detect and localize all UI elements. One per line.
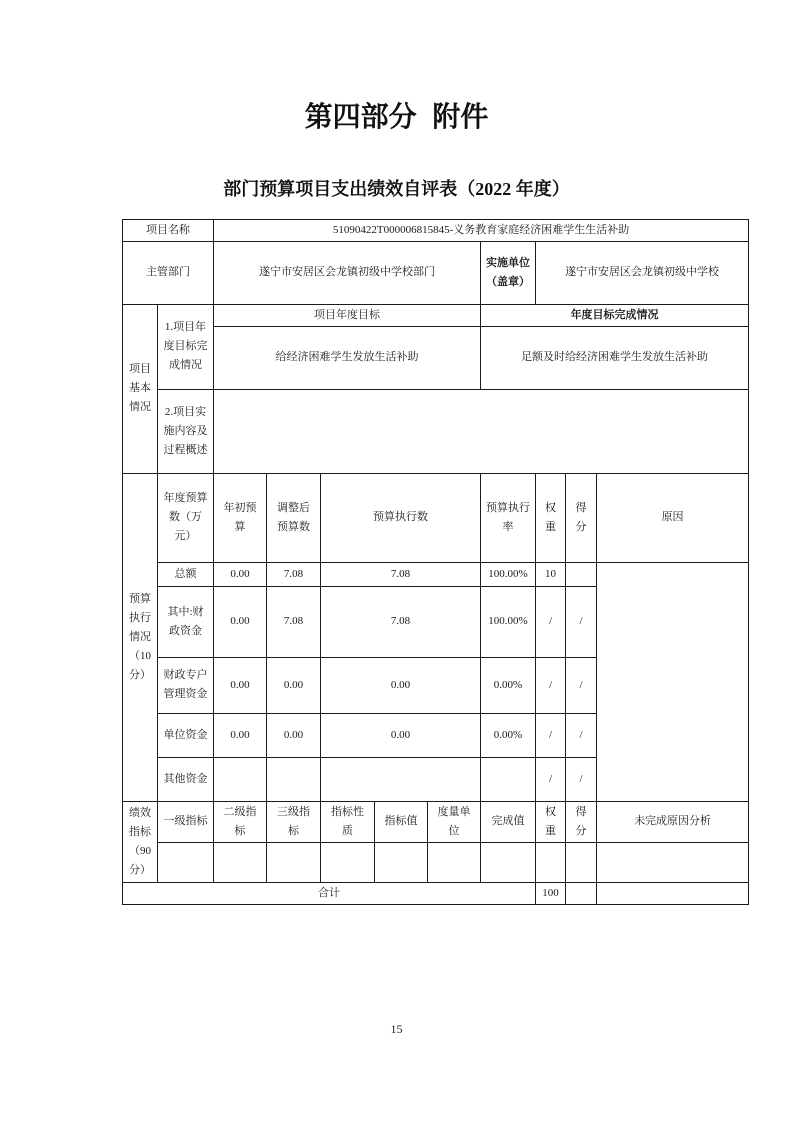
- perf-header-nature: 指标性质: [321, 801, 375, 842]
- perf-header-level3: 三级指标: [267, 801, 321, 842]
- budget-cell-rate: [481, 757, 536, 801]
- budget-cell-adjusted: 7.08: [267, 562, 321, 586]
- perf-empty-cell: [428, 842, 481, 882]
- budget-cell-executed: [321, 757, 481, 801]
- dept-value: 遂宁市安居区会龙镇初级中学校部门: [214, 241, 481, 304]
- budget-cell-score: /: [566, 757, 597, 801]
- perf-empty-cell: [375, 842, 428, 882]
- annual-goal-header: 项目年度目标: [214, 304, 481, 326]
- goal-completion-header: 年度目标完成情况: [481, 304, 749, 326]
- budget-cell-initial: 0.00: [214, 586, 267, 657]
- budget-cell-rate: 0.00%: [481, 713, 536, 757]
- budget-cell-score: /: [566, 586, 597, 657]
- budget-row-label: 总额: [158, 562, 214, 586]
- budget-cell-adjusted: 0.00: [267, 713, 321, 757]
- budget-row-label: 其中:财政资金: [158, 586, 214, 657]
- budget-cell-weight: /: [536, 757, 566, 801]
- budget-header-initial: 年初预算: [214, 473, 267, 562]
- budget-cell-adjusted: 0.00: [267, 657, 321, 713]
- budget-cell-rate: 100.00%: [481, 562, 536, 586]
- budget-header-annual: 年度预算数（万元）: [158, 473, 214, 562]
- perf-empty-cell: [536, 842, 566, 882]
- budget-cell-adjusted: 7.08: [267, 586, 321, 657]
- budget-cell-executed: 0.00: [321, 657, 481, 713]
- budget-cell-executed: 7.08: [321, 562, 481, 586]
- budget-cell-initial: 0.00: [214, 657, 267, 713]
- budget-header-adjusted: 调整后预算数: [267, 473, 321, 562]
- annual-goal-value: 给经济困难学生发放生活补助: [214, 326, 481, 389]
- budget-header-weight: 权重: [536, 473, 566, 562]
- budget-header-executed: 预算执行数: [321, 473, 481, 562]
- impl-unit-label: 实施单位（盖章）: [481, 241, 536, 304]
- perf-empty-cell: [566, 842, 597, 882]
- page-number: 15: [390, 1022, 403, 1036]
- budget-row-label: 单位资金: [158, 713, 214, 757]
- basic-item1-label: 1.项目年度目标完成情况: [158, 304, 214, 389]
- budget-section-label: 预算执行情况（10分）: [123, 473, 158, 801]
- perf-empty-cell: [481, 842, 536, 882]
- perf-header-actual: 完成值: [481, 801, 536, 842]
- budget-cell-initial: 0.00: [214, 713, 267, 757]
- budget-cell-weight: /: [536, 586, 566, 657]
- budget-cell-weight: 10: [536, 562, 566, 586]
- total-label: 合计: [123, 882, 536, 904]
- budget-cell-executed: 0.00: [321, 713, 481, 757]
- budget-cell-score: /: [566, 657, 597, 713]
- perf-header-analysis: 未完成原因分析: [597, 801, 749, 842]
- budget-cell-weight: /: [536, 657, 566, 713]
- perf-header-unit: 度量单位: [428, 801, 481, 842]
- budget-cell-initial: [214, 757, 267, 801]
- budget-row-label: 财政专户管理资金: [158, 657, 214, 713]
- budget-cell-adjusted: [267, 757, 321, 801]
- performance-section-label: 绩效指标（90分）: [123, 801, 158, 882]
- dept-label: 主管部门: [123, 241, 214, 304]
- part-title: 第四部分 附件: [304, 101, 489, 132]
- budget-cell-initial: 0.00: [214, 562, 267, 586]
- budget-reason-cell: [597, 562, 749, 801]
- budget-cell-rate: 100.00%: [481, 586, 536, 657]
- perf-header-level2: 二级指标: [214, 801, 267, 842]
- goal-completion-value: 足额及时给经济困难学生发放生活补助: [481, 326, 749, 389]
- budget-cell-score: [566, 562, 597, 586]
- budget-cell-weight: /: [536, 713, 566, 757]
- total-weight: 100: [536, 882, 566, 904]
- perf-empty-cell: [158, 842, 214, 882]
- total-analysis-cell: [597, 882, 749, 904]
- basic-section-label: 项目基本情况: [123, 304, 158, 473]
- perf-empty-cell: [597, 842, 749, 882]
- perf-header-level1: 一级指标: [158, 801, 214, 842]
- budget-row-label: 其他资金: [158, 757, 214, 801]
- budget-header-reason: 原因: [597, 473, 749, 562]
- budget-header-score: 得分: [566, 473, 597, 562]
- basic-item2-label: 2.项目实施内容及过程概述: [158, 389, 214, 473]
- perf-header-target: 指标值: [375, 801, 428, 842]
- project-name-value: 51090422T000006815845-义务教育家庭经济困难学生生活补助: [214, 219, 749, 241]
- budget-cell-score: /: [566, 713, 597, 757]
- self-evaluation-table: [122, 219, 749, 905]
- budget-cell-executed: 7.08: [321, 586, 481, 657]
- basic-item2-value: [214, 389, 749, 473]
- total-score-cell: [566, 882, 597, 904]
- budget-cell-rate: 0.00%: [481, 657, 536, 713]
- perf-header-score: 得分: [566, 801, 597, 842]
- perf-header-weight: 权重: [536, 801, 566, 842]
- perf-empty-cell: [214, 842, 267, 882]
- project-name-label: 项目名称: [123, 219, 214, 241]
- budget-header-rate: 预算执行率: [481, 473, 536, 562]
- perf-empty-cell: [321, 842, 375, 882]
- table-title: 部门预算项目支出绩效自评表（2022 年度）: [223, 178, 570, 199]
- perf-empty-cell: [267, 842, 321, 882]
- impl-unit-value: 遂宁市安居区会龙镇初级中学校: [536, 241, 749, 304]
